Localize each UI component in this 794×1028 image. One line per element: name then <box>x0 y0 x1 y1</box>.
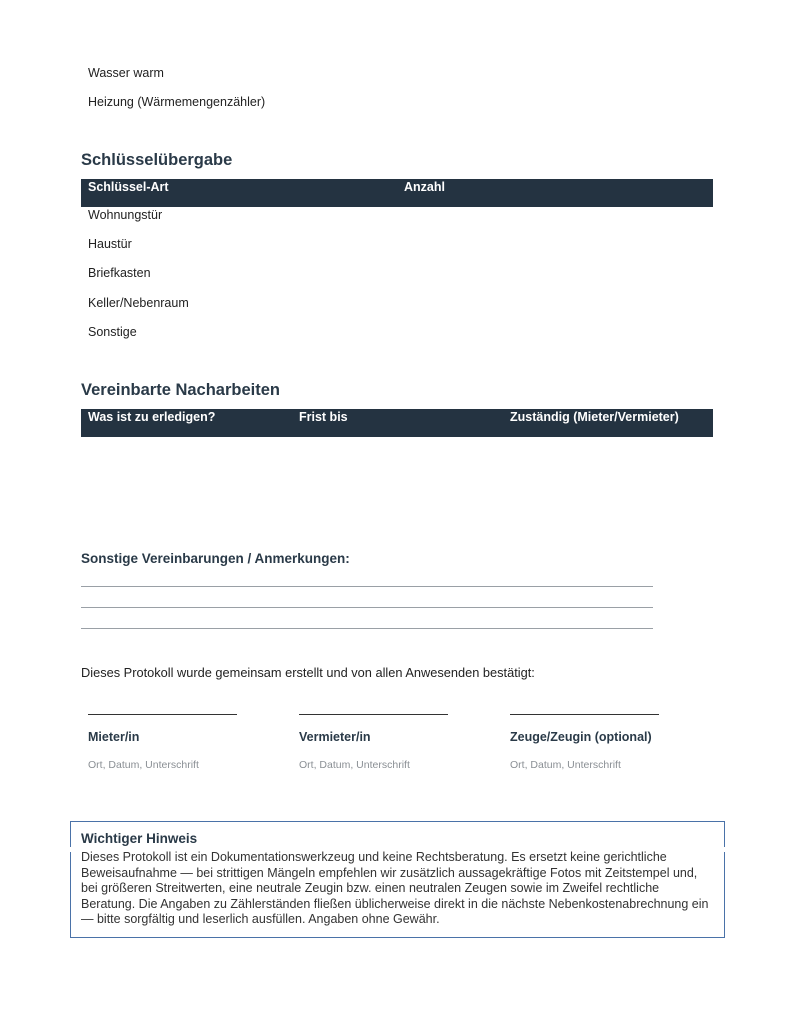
followup-table-header <box>81 409 713 437</box>
notice-text: Dieses Protokoll ist ein Dokumentationswerkzeug und keine Rechtsberatung. Es ersetzt keine gerichtliche Beweisaufnahme — bei strittigen Mängeln empfehlen wir zusätzlich aussagekräftige Fotos mit Zeitstempel und, bei größeren Streitwerten, eine neutrale Zeugin bzw. einen neutralen Zeugen sowie im Zweifel rechtliche Beratung. Die Angaben zu Zählerständen fließen üblicherweise direkt in die nächste Nebenkostenabrechnung ein — bitte sorgfältig und leserlich ausfüllen. Angaben ohne Gewähr. <box>81 850 709 926</box>
signature-hint-landlord: Ort, Datum, Unterschrift <box>299 759 410 771</box>
signature-hint-witness: Ort, Datum, Unterschrift <box>510 759 621 771</box>
notice-title: Wichtiger Hinweis <box>81 831 198 846</box>
meter-row-heating: Heizung (Wärmemengenzähler) <box>88 95 266 109</box>
signature-label-witness: Zeuge/Zeugin (optional) <box>510 730 652 744</box>
notes-line[interactable] <box>81 586 653 587</box>
notes-line[interactable] <box>81 628 653 629</box>
notes-line[interactable] <box>81 607 653 608</box>
signature-label-tenant: Mieter/in <box>88 730 140 744</box>
keys-col-count: Anzahl <box>404 180 445 194</box>
followup-col-deadline: Frist bis <box>299 410 348 424</box>
keys-table-header <box>81 179 713 207</box>
keys-heading: Schlüsselübergabe <box>81 151 233 169</box>
followup-col-task: Was ist zu erledigen? <box>88 410 216 424</box>
signature-line-tenant[interactable] <box>88 714 237 715</box>
signature-line-landlord[interactable] <box>299 714 448 715</box>
signature-line-witness[interactable] <box>510 714 659 715</box>
keys-row: Briefkasten <box>88 266 151 280</box>
keys-row: Sonstige <box>88 325 137 339</box>
keys-col-type: Schlüssel-Art <box>88 180 169 194</box>
signature-hint-tenant: Ort, Datum, Unterschrift <box>88 759 199 771</box>
keys-row: Keller/Nebenraum <box>88 296 189 310</box>
followup-heading: Vereinbarte Nacharbeiten <box>81 381 280 399</box>
confirmation-text: Dieses Protokoll wurde gemeinsam erstellt und von allen Anwesenden bestätigt: <box>81 665 535 680</box>
keys-row: Haustür <box>88 237 132 251</box>
meter-row-water-warm: Wasser warm <box>88 66 164 80</box>
notes-heading: Sonstige Vereinbarungen / Anmerkungen: <box>81 551 350 566</box>
signature-label-landlord: Vermieter/in <box>299 730 371 744</box>
followup-col-responsible: Zuständig (Mieter/Vermieter) <box>510 410 679 424</box>
keys-row: Wohnungstür <box>88 208 163 222</box>
